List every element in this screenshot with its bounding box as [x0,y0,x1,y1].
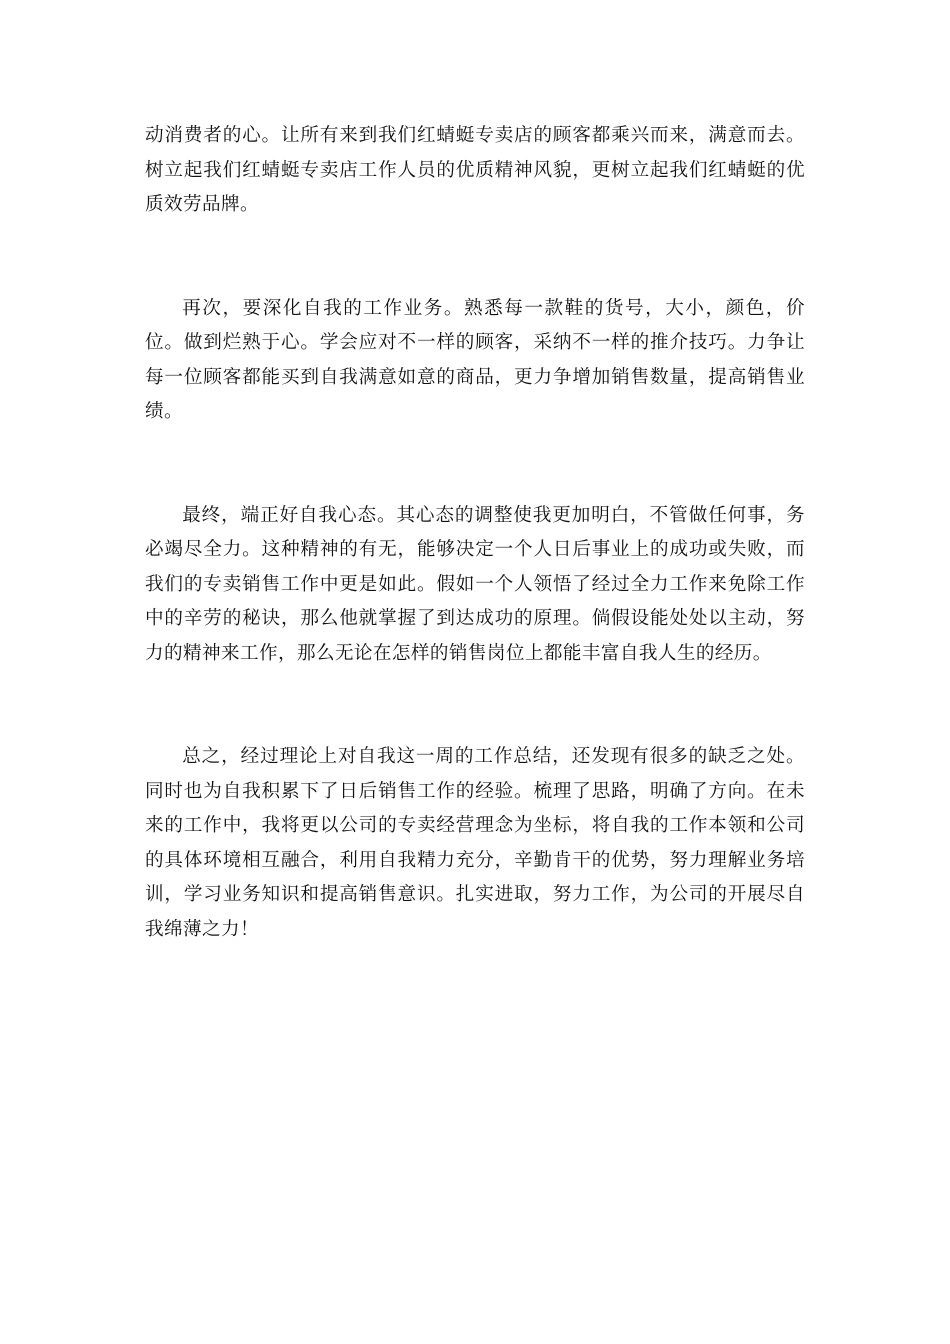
paragraph-gap [145,671,805,740]
paragraph-1: 动消费者的心。让所有来到我们红蜻蜓专卖店的顾客都乘兴而来，满意而去。树立起我们红蜻蜓专卖店工作人员的优质精神风貌，更树立起我们红蜻蜓的优质效劳品牌。 [145,125,805,215]
paragraph-gap [145,223,805,292]
paragraph-4: 总之，经过理论上对自我这一周的工作总结，还发现有很多的缺乏之处。同时也为自我积累下了日后销售工作的经验。梳理了思路，明确了方向。在未来的工作中，我将更以公司的专卖经营理念为坐标，将自我的工作本领和公司的具体环境相互融合，利用自我精力充分，辛勤肯干的优势，努力理解业务培训，学习业务知识和提高销售意识。扎实进取，努力工作，为公司的开展尽自我绵薄之力！ [145,746,805,940]
paragraph-gap [145,430,805,499]
paragraph-3: 最终，端正好自我心态。其心态的调整使我更加明白，不管做任何事，务必竭尽全力。这种精神的有无，能够决定一个人日后事业上的成功或失败，而我们的专卖销售工作中更是如此。假如一个人领悟了经过全力工作来免除工作中的辛劳的秘诀，那么他就掌握了到达成功的原理。倘假设能处处以主动，努力的精神来工作，那么无论在怎样的销售岗位上都能丰富自我人生的经历。 [145,504,805,664]
paragraph-2: 再次，要深化自我的工作业务。熟悉每一款鞋的货号，大小，颜色，价位。做到烂熟于心。学会应对不一样的顾客，采纳不一样的推介技巧。力争让每一位顾客都能买到自我满意如意的商品，更力争增加销售数量，提高销售业绩。 [145,297,805,422]
document-body [145,119,805,947]
